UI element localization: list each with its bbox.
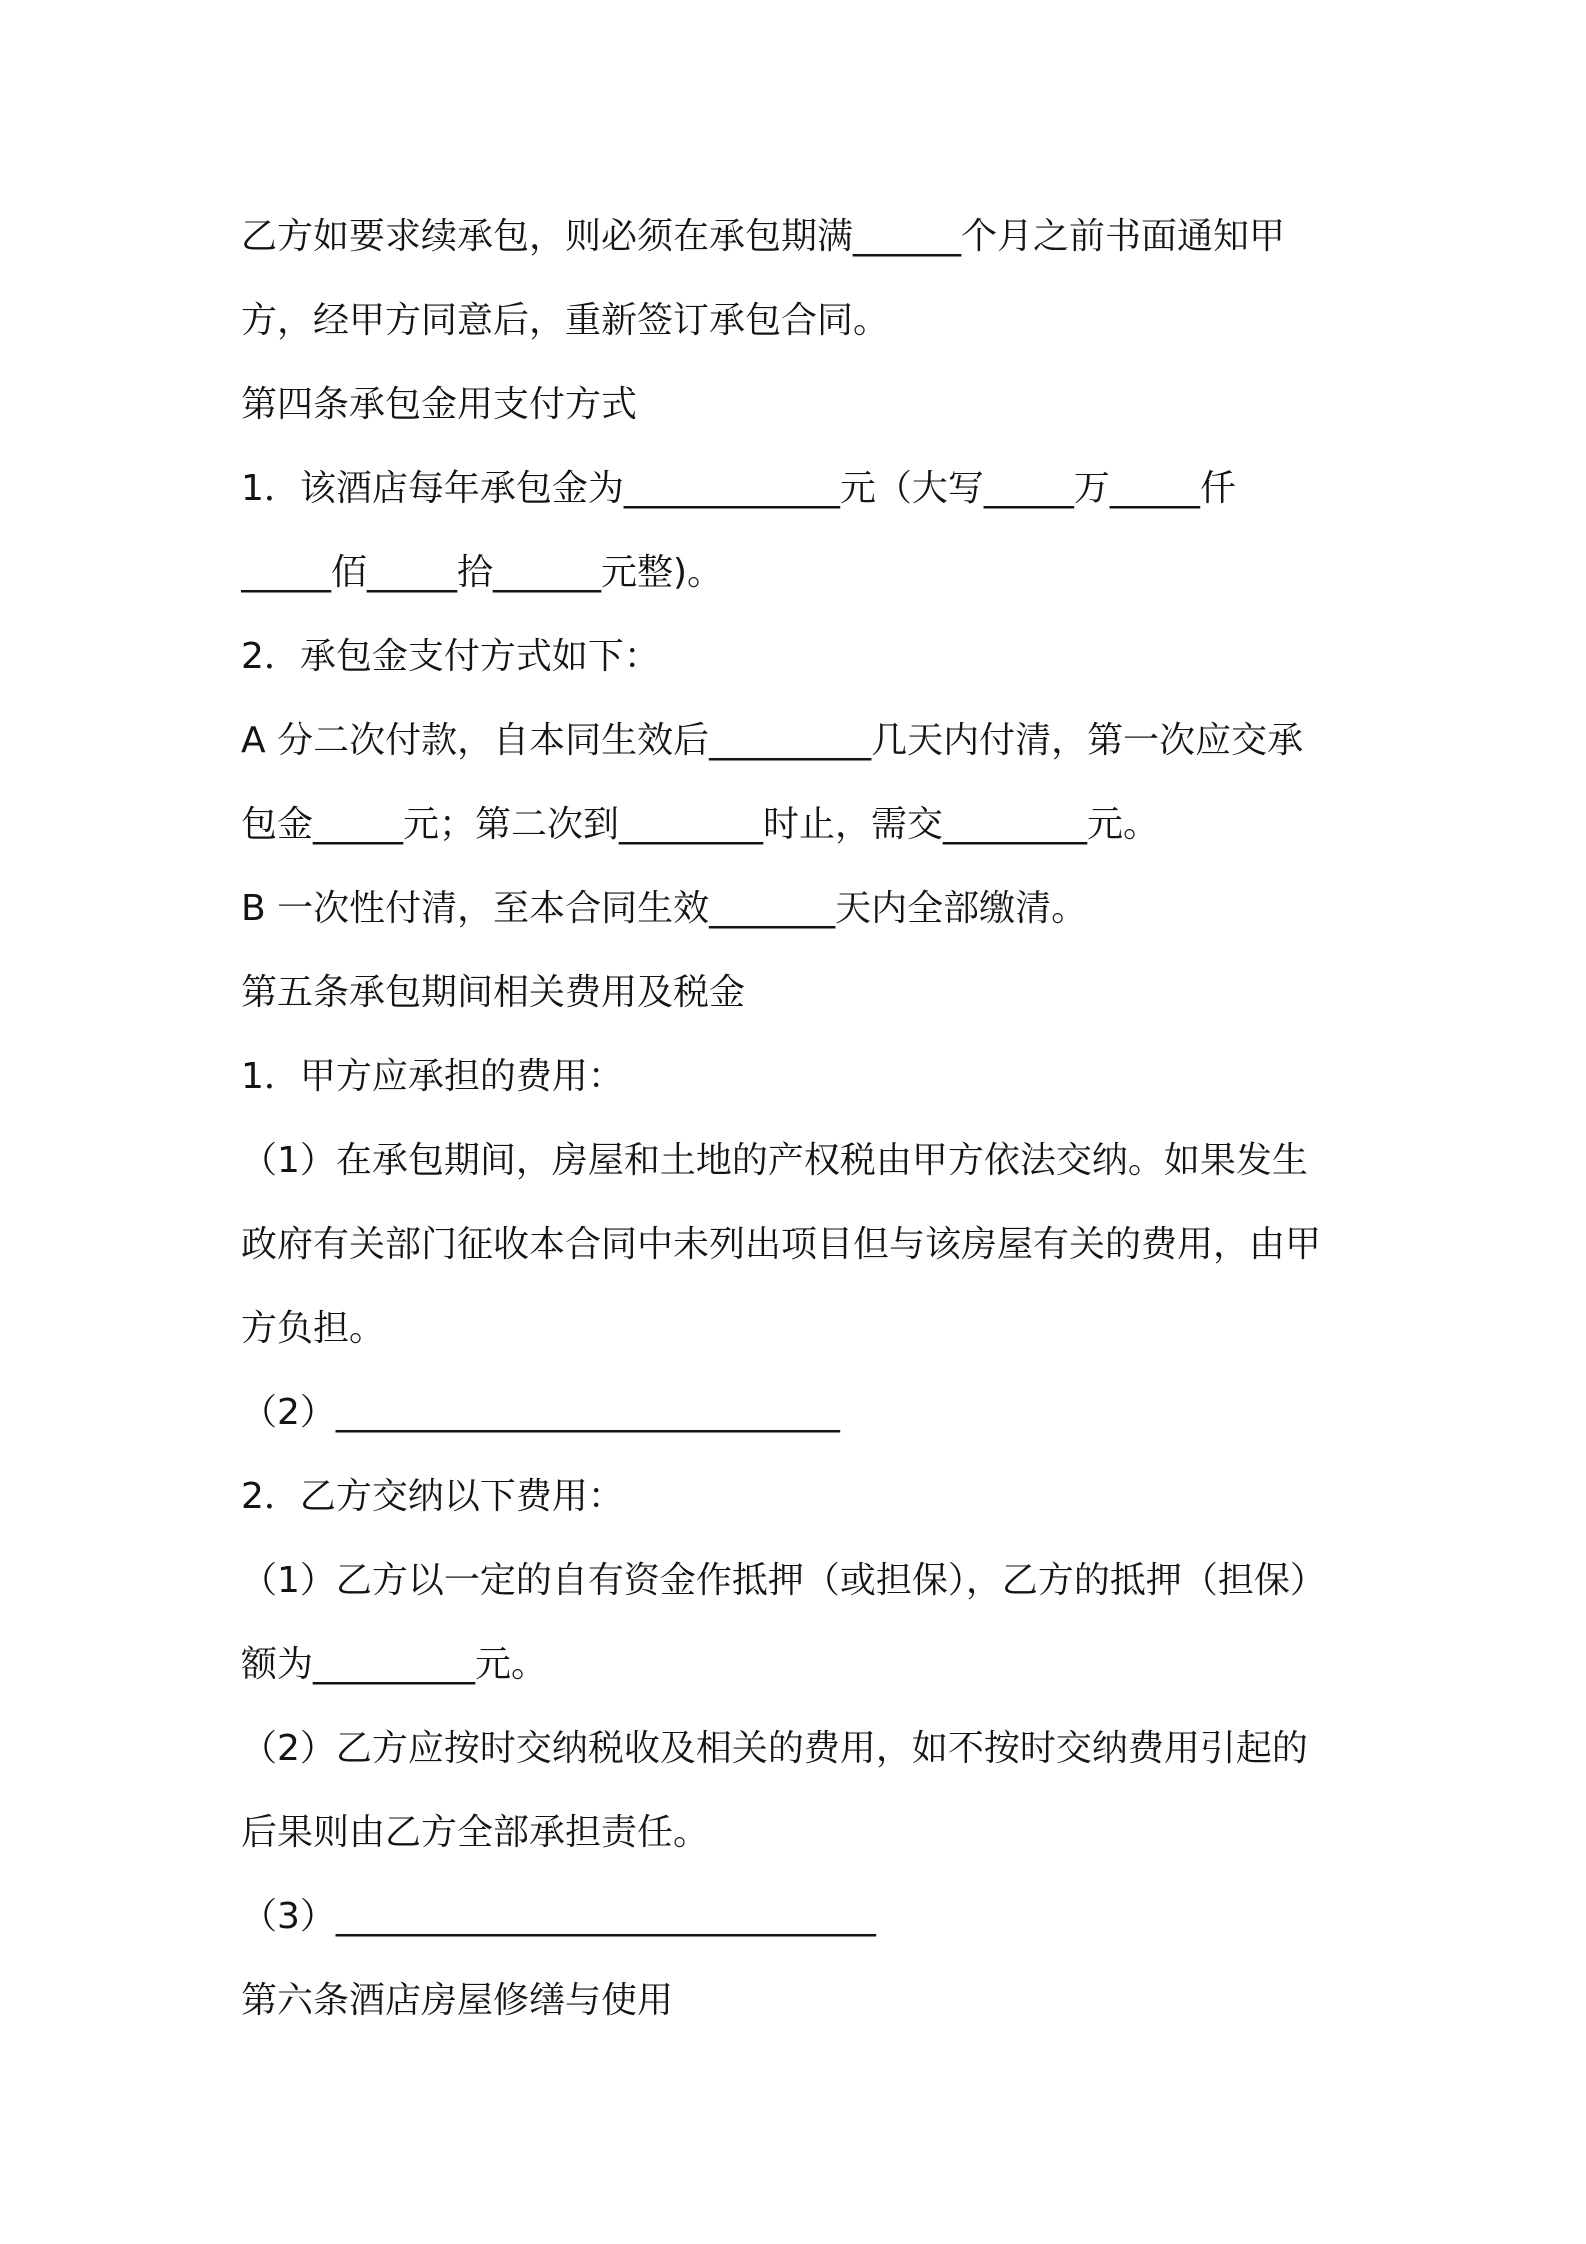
contract-body <box>241 195 1351 2043</box>
text-line: （3）______________________________ <box>241 1896 876 1937</box>
text-line: （2）乙方应按时交纳税收及相关的费用，如不按时交纳费用引起的 <box>241 1728 1308 1769</box>
text-line: 方，经甲方同意后，重新签订承包合同。 <box>241 300 890 341</box>
text-line: 2．乙方交纳以下费用： <box>241 1476 624 1517</box>
text-line: 2．承包金支付方式如下： <box>241 636 660 677</box>
text-line: 包金_____元；第二次到________时止，需交________元。 <box>241 804 1160 845</box>
text-line: （1）在承包期间，房屋和土地的产权税由甲方依法交纳。如果发生 <box>241 1140 1308 1181</box>
text-line: 后果则由乙方全部承担责任。 <box>241 1812 710 1853</box>
text-line: 1．该酒店每年承包金为____________元（大写_____万_____仟 <box>241 468 1236 509</box>
text-line: _____佰_____拾______元整)。 <box>241 552 724 593</box>
text-line: （2）____________________________ <box>241 1392 840 1433</box>
text-line: （1）乙方以一定的自有资金作抵押（或担保），乙方的抵押（担保） <box>241 1560 1326 1601</box>
text-line: 乙方如要求续承包，则必须在承包期满______个月之前书面通知甲 <box>241 216 1286 257</box>
text-line: 政府有关部门征收本合同中未列出项目但与该房屋有关的费用，由甲 <box>241 1224 1322 1265</box>
text-line: 1．甲方应承担的费用： <box>241 1056 624 1097</box>
text-line: A 分二次付款，自本同生效后_________几天内付清，第一次应交承 <box>241 720 1304 761</box>
text-line: 额为_________元。 <box>241 1644 548 1685</box>
section-heading: 第四条承包金用支付方式 <box>241 384 638 425</box>
section-heading: 第六条酒店房屋修缮与使用 <box>241 1980 674 2021</box>
text-line: 方负担。 <box>241 1308 386 1349</box>
section-heading: 第五条承包期间相关费用及税金 <box>241 972 746 1013</box>
text-line: B 一次性付清，至本合同生效_______天内全部缴清。 <box>241 888 1088 929</box>
